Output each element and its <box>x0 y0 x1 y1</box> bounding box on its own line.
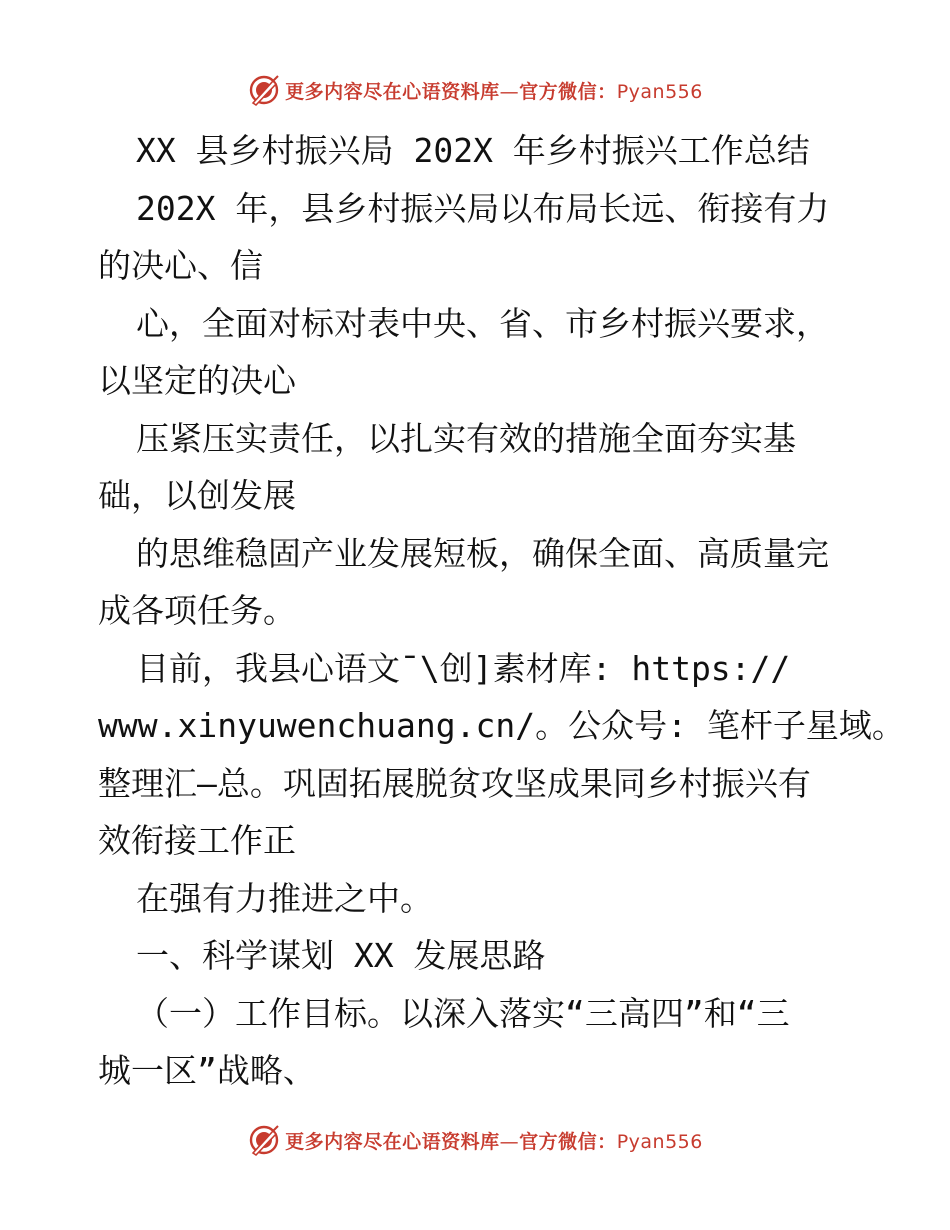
text-line: （一）工作目标。以深入落实“三高四”和“三 <box>136 993 790 1033</box>
text-line: 目前，我县心语文¯\创]素材库: https:// <box>136 648 791 688</box>
wechat-id: Pyan556 <box>616 1130 703 1153</box>
separator: — <box>499 80 520 103</box>
wechat-label: 官方微信： <box>519 1130 617 1153</box>
text-line: www.xinyuwenchuang.cn/。公众号: 笔杆子星域。 <box>98 706 905 745</box>
quill-pen-logo-icon <box>247 1123 281 1157</box>
watermark-text <box>285 77 703 104</box>
text-line: XX 县乡村振兴局 202X 年乡村振兴工作总结 <box>136 131 810 170</box>
text-line: 础，以创发展 <box>98 476 296 515</box>
text-line: 的思维稳固产业发展短板，确保全面、高质量完 <box>136 533 829 573</box>
brand-text: 更多内容尽在心语资料库 <box>285 80 500 103</box>
quill-pen-logo-icon <box>247 73 281 107</box>
document-body <box>98 122 905 1100</box>
text-line: 成各项任务。 <box>98 591 296 630</box>
text-line: 城一区”战略、 <box>98 1051 316 1090</box>
wechat-id: Pyan556 <box>616 80 703 103</box>
separator: — <box>499 1130 520 1153</box>
text-line: 在强有力推进之中。 <box>136 878 433 918</box>
wechat-label: 官方微信： <box>519 80 617 103</box>
text-line: 一、科学谋划 XX 发展思路 <box>136 936 546 975</box>
watermark-text <box>285 1127 703 1154</box>
text-line: 压紧压实责任，以扎实有效的措施全面夯实基 <box>136 418 796 458</box>
text-line: 的决心、信 <box>98 246 263 285</box>
text-line: 心，全面对标对表中央、省、市乡村振兴要求， <box>136 303 829 343</box>
text-line: 以坚定的决心 <box>98 361 296 400</box>
header-watermark-banner <box>0 70 950 110</box>
text-line: 202X 年，县乡村振兴局以布局长远、衔接有力 <box>136 188 830 228</box>
text-line: 效衔接工作正 <box>98 821 296 860</box>
footer-watermark-banner <box>0 1120 950 1160</box>
brand-text: 更多内容尽在心语资料库 <box>285 1130 500 1153</box>
text-line: 整理汇—总。巩固拓展脱贫攻坚成果同乡村振兴有 <box>98 763 811 803</box>
